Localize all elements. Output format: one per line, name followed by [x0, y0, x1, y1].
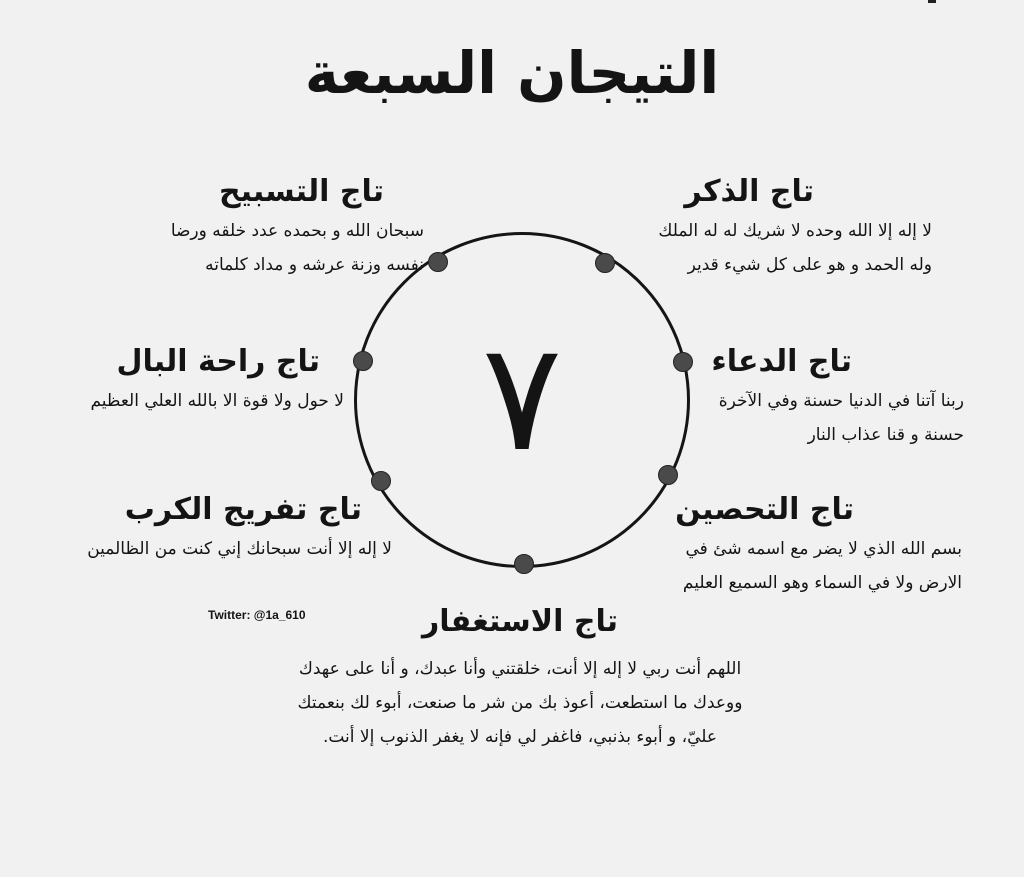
- crown-tasbeeh-heading: تاج التسبيح: [218, 174, 384, 209]
- ring-dot-duaa: [673, 352, 693, 372]
- crown-rahat-albal-heading: تاج راحة البال: [116, 344, 320, 379]
- ring-dot-istighfar: [514, 554, 534, 574]
- crown-tasbeeh: [171, 170, 424, 282]
- crown-duaa-line: حسنة و قنا عذاب النار: [807, 425, 964, 445]
- crown-tasbeeh-line: سبحان الله و بحمده عدد خلقه ورضا: [170, 221, 424, 241]
- crown-tahseen: [675, 488, 962, 600]
- crown-istighfar-line: اللهم أنت ربي لا إله إلا أنت، خلقتني وأنا عبدك، و أنا على عهدك: [298, 659, 742, 679]
- crown-thikr-heading: تاج الذكر: [684, 174, 814, 209]
- crown-tasbeeh-line: نفسه وزنة عرشه و مداد كلماته: [205, 255, 424, 275]
- crown-tafreej-heading: تاج تفريج الكرب: [124, 492, 362, 527]
- crown-thikr-line: لا إله إلا الله وحده لا شريك له له الملك: [658, 221, 932, 241]
- ring-dot-tasbeeh: [428, 252, 448, 272]
- ring-dot-tahseen: [658, 465, 678, 485]
- center-number: ٧: [481, 311, 563, 485]
- crown-tahseen-heading: تاج التحصين: [675, 492, 854, 527]
- crown-duaa-line: ربنا آتنا في الدنيا حسنة وفي الآخرة: [718, 391, 964, 411]
- page-title: التيجان السبعة: [304, 39, 720, 107]
- crown-tahseen-line: الارض ولا في السماء وهو السميع العليم: [682, 573, 962, 593]
- ring-dot-thikr: [595, 253, 615, 273]
- crown-duaa: [711, 340, 964, 452]
- ring-dot-rahat-albal: [353, 351, 373, 371]
- crown-thikr-line: وله الحمد و هو على كل شيء قدير: [687, 255, 932, 275]
- crown-duaa-heading: تاج الدعاء: [711, 344, 852, 379]
- twitter-handle: Twitter: @1a_610: [208, 608, 306, 622]
- corner-mark: [928, 0, 936, 3]
- crown-thikr: [658, 170, 932, 282]
- crown-tafreej-line: لا إله إلا أنت سبحانك إني كنت من الظالمين: [87, 539, 392, 559]
- crown-tafreej: [87, 488, 392, 566]
- crown-tahseen-line: بسم الله الذي لا يضر مع اسمه شئ في: [685, 539, 962, 559]
- crown-istighfar: [250, 600, 790, 754]
- crown-rahat-albal: [90, 340, 344, 418]
- crown-istighfar-line: ووعدك ما استطعت، أعوذ بك من شر ما صنعت، أبوء لك بنعمتك: [297, 693, 743, 713]
- crown-istighfar-heading: تاج الاستغفار: [421, 604, 619, 639]
- crown-rahat-albal-line: لا حول ولا قوة الا بالله العلي العظيم: [90, 391, 344, 411]
- crown-istighfar-line: عليّ، و أبوء بذنبي، فاغفر لي فإنه لا يغفر الذنوب إلا أنت.: [322, 727, 718, 747]
